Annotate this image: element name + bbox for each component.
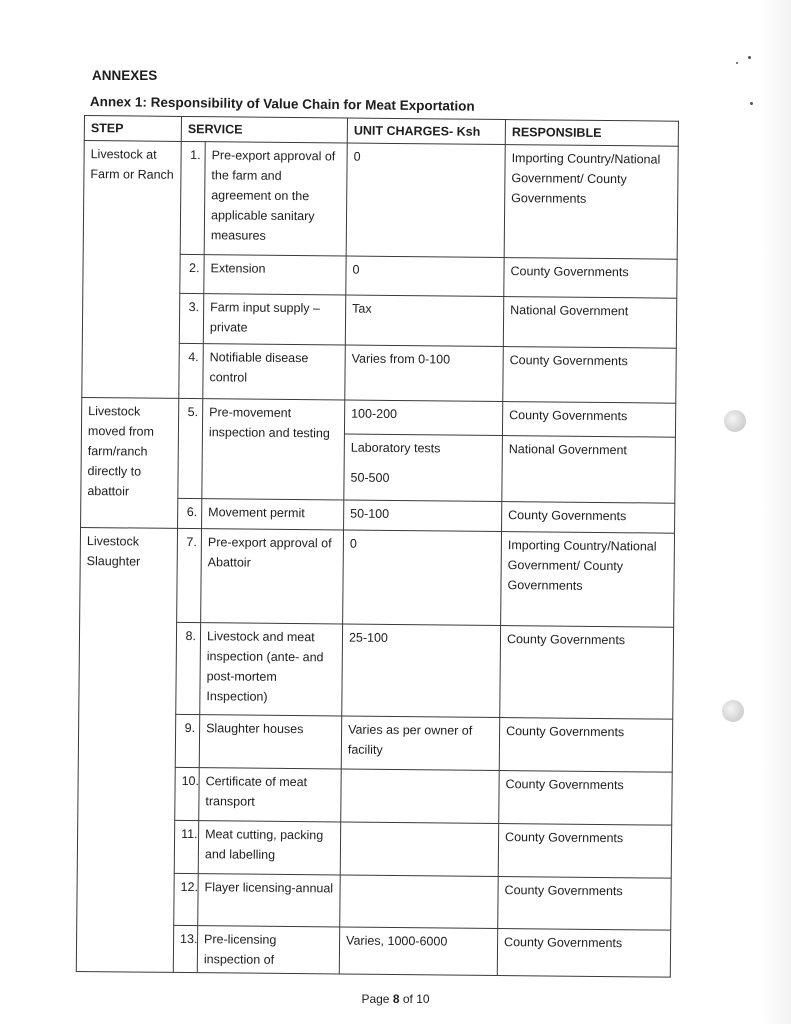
charge-cell: Varies from 0-100 — [345, 345, 504, 402]
charge-cell — [341, 769, 500, 824]
lab-tests-value: 50-500 — [350, 470, 390, 485]
row-number: 4. — [179, 343, 204, 398]
service-cell: Certificate of meat transport — [199, 768, 342, 822]
service-cell: Pre-licensing inspection of — [197, 926, 339, 974]
responsible-cell: County Governments — [504, 258, 677, 299]
charge-cell — [344, 434, 503, 502]
responsible-cell: County Governments — [498, 877, 671, 931]
responsible-cell: National Government — [503, 297, 676, 349]
responsible-cell: County Governments — [502, 502, 675, 534]
responsible-cell: County Governments — [499, 771, 673, 826]
responsible-cell: Importing Country/National Government/ County Governments — [504, 145, 678, 260]
charge-cell: 50-100 — [344, 500, 502, 532]
row-number: 11. — [174, 820, 199, 873]
charge-cell: 0 — [346, 143, 505, 258]
charge-cell: 100-200 — [344, 400, 502, 436]
row-number: 13. — [173, 925, 197, 972]
table-row — [81, 397, 675, 437]
responsible-cell: County Governments — [498, 824, 672, 879]
row-number: 3. — [179, 293, 203, 343]
row-number: 10. — [175, 767, 200, 820]
row-number: 9. — [175, 714, 200, 767]
service-cell: Slaughter houses — [199, 715, 342, 769]
charge-cell — [340, 875, 498, 929]
responsible-cell: County Governments — [502, 402, 675, 438]
table-row — [80, 527, 675, 627]
service-cell: Pre-export approval of Abattoir — [201, 529, 344, 624]
page-prefix: Page — [361, 992, 393, 1006]
responsible-cell: County Governments — [499, 718, 673, 773]
value-chain-table — [76, 115, 679, 978]
service-cell: Meat cutting, packing and labelling — [198, 821, 341, 875]
responsible-cell: County Governments — [497, 929, 670, 978]
page-current: 8 — [392, 992, 400, 1006]
responsible-cell: County Governments — [503, 347, 677, 404]
step-cell: Livestock at Farm or Ranch — [82, 141, 181, 399]
punch-hole — [724, 410, 746, 432]
annexes-heading: ANNEXES — [92, 68, 158, 83]
row-number: 6. — [178, 498, 202, 528]
lab-tests-label: Laboratory tests — [350, 440, 441, 456]
service-cell: Flayer licensing-annual — [198, 874, 340, 927]
charge-cell — [340, 822, 499, 877]
charge-cell: 0 — [346, 256, 504, 297]
page-of: of — [399, 992, 417, 1006]
service-cell: Farm input supply – private — [203, 294, 345, 345]
service-cell: Notifiable disease control — [203, 344, 346, 400]
charge-cell: Tax — [345, 295, 503, 347]
service-cell: Livestock and meat inspection (ante- and post-mortem Inspection) — [200, 623, 343, 716]
page-edge-shadow — [761, 0, 791, 1024]
responsible-cell: National Government — [502, 436, 676, 504]
scan-speck — [748, 56, 751, 59]
service-cell: Pre-movement inspection and testing — [202, 399, 345, 500]
page-total: 10 — [416, 992, 430, 1006]
scan-speck — [750, 102, 753, 105]
punch-hole — [722, 700, 744, 722]
service-cell: Extension — [204, 255, 346, 295]
responsible-cell: County Governments — [500, 626, 674, 720]
row-number: 5. — [178, 398, 203, 498]
table-row — [83, 141, 678, 260]
step-cell: Livestock moved from farm/ranch directly to abattoir — [81, 397, 179, 528]
step-cell: Livestock Slaughter — [76, 527, 177, 972]
scan-speck — [736, 62, 738, 64]
header-service: SERVICE — [181, 116, 347, 143]
responsible-cell: Importing Country/National Government/ County Governments — [501, 532, 675, 628]
charge-cell: 25-100 — [342, 624, 501, 718]
row-number: 7. — [177, 528, 202, 622]
service-cell: Pre-export approval of the farm and agreement on the applicable sanitary measures — [204, 142, 347, 256]
annex-title: Annex 1: Responsibility of Value Chain for Meat Exportation — [89, 94, 475, 114]
header-unit-charges: UNIT CHARGES- Ksh — [347, 118, 505, 145]
service-cell: Movement permit — [202, 499, 344, 530]
charge-cell: Varies as per owner of facility — [341, 716, 500, 771]
header-step: STEP — [84, 116, 181, 142]
row-number: 12. — [174, 873, 198, 925]
row-number: 2. — [180, 254, 204, 293]
charge-cell: 0 — [343, 530, 502, 626]
header-responsible: RESPONSIBLE — [505, 120, 678, 147]
page-footer — [0, 992, 791, 1006]
charge-cell: Varies, 1000-6000 — [339, 927, 497, 976]
row-number: 1. — [180, 141, 205, 254]
row-number: 8. — [176, 622, 201, 714]
